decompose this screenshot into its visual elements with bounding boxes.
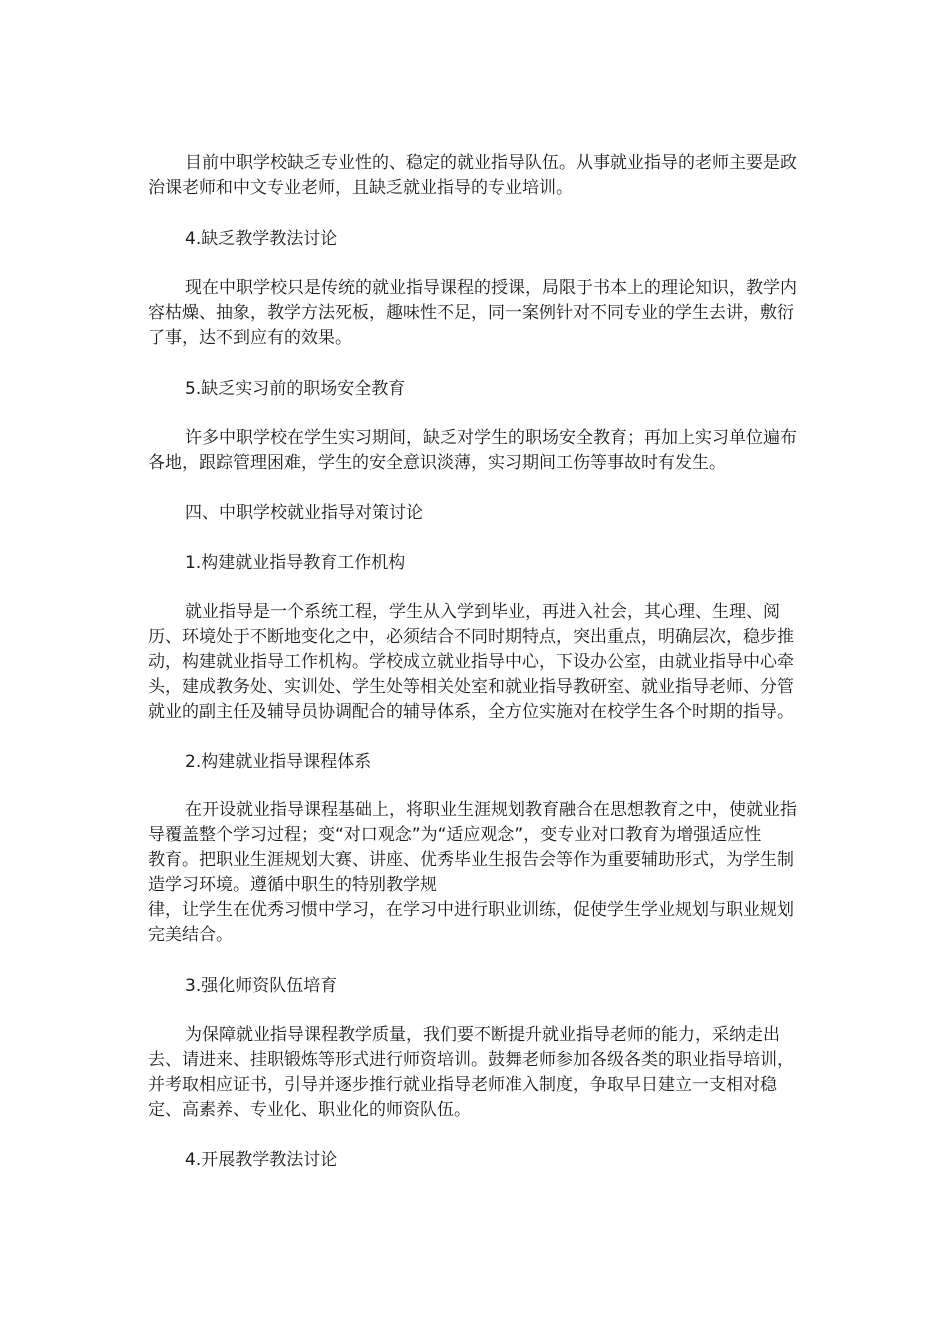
section-heading: [148, 750, 820, 775]
section-heading: [148, 377, 820, 402]
paragraph-guidance-institution: [148, 600, 820, 725]
paragraph-line: 各地，跟踪管理困难，学生的安全意识淡薄，实习期间工伤等事故时有发生。: [148, 453, 726, 473]
paragraph-line: 动，构建就业指导工作机构。学校成立就业指导中心，下设办公室，由就业指导中心牵: [148, 652, 794, 672]
heading-text: 1.构建就业指导教育工作机构: [185, 553, 406, 573]
paragraph-line: 造学习环境。遵循中职生的特别教学规: [148, 875, 437, 895]
paragraph-line: 在开设就业指导课程基础上，将职业生涯规划教育融合在思想教育之中，使就业指: [185, 800, 797, 820]
paragraph-teacher-training: [148, 1023, 820, 1123]
paragraph-team-shortage: [148, 151, 820, 201]
paragraph-line: 并考取相应证书，引导并逐步推行就业指导老师准入制度，争取早日建立一支相对稳: [148, 1075, 777, 1095]
paragraph-line: 定、高素养、专业化、职业化的师资队伍。: [148, 1100, 471, 1120]
paragraph-teaching-methods: [148, 276, 820, 351]
paragraph-line: 治课老师和中文专业老师，且缺乏就业指导的专业培训。: [148, 178, 573, 198]
heading-text: 5.缺乏实习前的职场安全教育: [185, 379, 406, 399]
heading-text: 4.开展教学教法讨论: [185, 1150, 338, 1170]
paragraph-line: 去、请进来、挂职锻炼等形式进行师资培训。鼓舞老师参加各级各类的职业指导培训，: [148, 1050, 794, 1070]
paragraph-line: 导覆盖整个学习过程；变“对口观念”为“适应观念”，变专业对口教育为增强适应性: [148, 825, 762, 845]
section-heading: [148, 227, 820, 252]
paragraph-line: 容枯燥、抽象，教学方法死板，趣味性不足，同一案例针对不同专业的学生去讲，敷衍: [148, 303, 794, 323]
section-heading: [148, 1148, 820, 1173]
heading-text: 四、中职学校就业指导对策讨论: [185, 503, 423, 523]
paragraph-line: 完美结合。: [148, 925, 233, 945]
paragraph-line: 现在中职学校只是传统的就业指导课程的授课，局限于书本上的理论知识，教学内: [185, 278, 797, 298]
chapter-heading: [148, 501, 820, 526]
paragraph-line: 教育。把职业生涯规划大赛、讲座、优秀毕业生报告会等作为重要辅助形式，为学生制: [148, 850, 794, 870]
paragraph-curriculum-system: [148, 798, 820, 948]
paragraph-line: 许多中职学校在学生实习期间，缺乏对学生的职场安全教育；再加上实习单位遍布: [185, 428, 797, 448]
paragraph-line: 就业指导是一个系统工程，学生从入学到毕业，再进入社会，其心理、生理、阅: [185, 602, 780, 622]
paragraph-line: 律，让学生在优秀习惯中学习，在学习中进行职业训练，促使学生学业规划与职业规划: [148, 900, 794, 920]
paragraph-line: 头，建成教务处、实训处、学生处等相关处室和就业指导教研室、就业指导老师、分管: [148, 677, 794, 697]
section-heading: [148, 974, 820, 999]
heading-text: 2.构建就业指导课程体系: [185, 752, 372, 772]
heading-text: 3.强化师资队伍培育: [185, 976, 338, 996]
paragraph-line: 历、环境处于不断地变化之中，必须结合不同时期特点，突出重点，明确层次，稳步推: [148, 627, 794, 647]
paragraph-line: 为保障就业指导课程教学质量，我们要不断提升就业指导老师的能力，采纳走出: [185, 1025, 780, 1045]
paragraph-line: 目前中职学校缺乏专业性的、稳定的就业指导队伍。从事就业指导的老师主要是政: [185, 153, 797, 173]
section-heading: [148, 551, 820, 576]
paragraph-line: 了事，达不到应有的效果。: [148, 328, 352, 348]
paragraph-line: 就业的副主任及辅导员协调配合的辅导体系，全方位实施对在校学生各个时期的指导。: [148, 702, 794, 722]
paragraph-safety-education: [148, 426, 820, 476]
heading-text: 4.缺乏教学教法讨论: [185, 229, 338, 249]
